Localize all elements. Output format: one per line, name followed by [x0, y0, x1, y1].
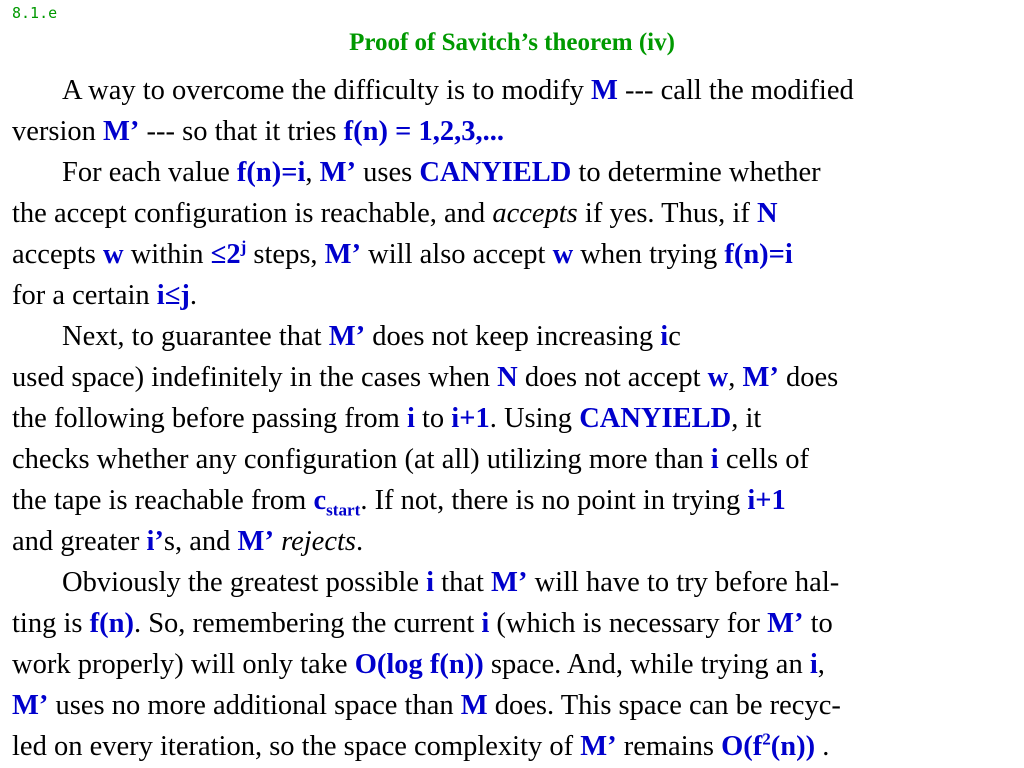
text: uses no more additional space than: [48, 690, 461, 721]
paragraph-2-line-2: [12, 194, 1017, 234]
symbol-m-prime: M’: [103, 116, 140, 147]
text: , it: [731, 403, 762, 434]
symbol-i: i: [406, 403, 415, 434]
text: remains: [616, 731, 722, 762]
paragraph-1-line-1: [62, 71, 1017, 111]
paragraph-3-line-5: [12, 481, 1017, 521]
paragraph-4-line-4: [12, 686, 1017, 726]
text: .: [355, 526, 364, 557]
symbol-c-start: [313, 485, 361, 520]
accepts-term: accepts: [492, 198, 578, 229]
paragraph-4-line-3: [12, 645, 1017, 685]
paragraph-2-line-1: [62, 153, 1017, 193]
text: s, and: [163, 526, 238, 557]
symbol-m-prime: M’: [491, 567, 528, 598]
superscript-2: 2: [762, 729, 771, 749]
text: .: [189, 280, 197, 311]
text: ,: [817, 649, 825, 680]
text: ,: [728, 362, 736, 393]
text: O(f: [721, 731, 763, 762]
slide-number: 8.1.e: [12, 4, 58, 22]
symbol-n: N: [756, 198, 778, 229]
text: space. And, while trying an: [483, 649, 810, 680]
formula-le-2-power-j: [211, 239, 247, 270]
paragraph-4-line-5: [12, 727, 1017, 767]
text: --- call the modified: [617, 75, 854, 106]
text: will have to try before hal-: [527, 567, 840, 598]
symbol-i: i: [481, 608, 490, 639]
text: does not accept: [517, 362, 708, 393]
formula-i-le-j: i≤j: [156, 280, 190, 311]
text: c: [313, 485, 327, 516]
canyield-term: CANYIELD: [419, 157, 572, 188]
symbol-w: w: [102, 239, 124, 270]
canyield-term: CANYIELD: [579, 403, 732, 434]
text: does. This space can be recyc-: [487, 690, 841, 721]
text: checks whether any configuration (at all) utilizing more than: [12, 444, 711, 475]
paragraph-3-line-2: [12, 358, 1017, 398]
text: accepts: [12, 239, 103, 270]
text: .: [815, 731, 830, 762]
symbol-m-prime: M’: [319, 157, 357, 188]
formula-fn: f(n): [89, 608, 134, 639]
formula-o-f-squared: [721, 731, 815, 762]
symbol-i: i: [710, 444, 719, 475]
superscript-j: j: [240, 237, 247, 257]
text: within: [123, 239, 211, 270]
paragraph-3-line-4: [12, 440, 1017, 480]
paragraph-2-line-4: [12, 276, 1017, 316]
symbol-i-prime: i’: [146, 526, 164, 557]
symbol-w: w: [552, 239, 574, 270]
text: (n)): [770, 731, 816, 762]
text: --- so that it tries: [139, 116, 344, 147]
text: that: [434, 567, 492, 598]
symbol-m-prime: M’: [742, 362, 779, 393]
subscript-start: start: [326, 500, 361, 520]
text: to: [803, 608, 833, 639]
symbol-m-prime: M’: [237, 526, 274, 557]
slide-title: Proof of Savitch’s theorem (iv): [349, 29, 675, 56]
paragraph-4-line-1: [62, 563, 1017, 603]
text: to: [414, 403, 452, 434]
symbol-m-prime: M’: [12, 690, 49, 721]
symbol-i: i: [660, 321, 669, 352]
paragraph-3-line-1: [62, 317, 1017, 357]
text: does not keep increasing: [365, 321, 661, 352]
text: Obviously the greatest possible: [62, 567, 427, 598]
text: steps,: [246, 239, 325, 270]
symbol-w: w: [707, 362, 729, 393]
text: . Using: [489, 403, 580, 434]
text: ≤2: [210, 239, 241, 270]
text: . So, remembering the current: [133, 608, 482, 639]
text: used space) indefinitely in the cases when: [12, 362, 498, 393]
rejects-term: rejects: [281, 526, 356, 557]
text: . If not, there is no point in trying: [360, 485, 748, 516]
symbol-i-plus-1: i+1: [451, 403, 490, 434]
symbol-m: M: [460, 690, 488, 721]
text: For each value: [62, 157, 237, 188]
text: (which is necessary for: [489, 608, 768, 639]
paragraph-3-line-6: [12, 522, 1017, 562]
formula-fn-eq-i: f(n)=i: [236, 157, 306, 188]
symbol-m-prime: M’: [767, 608, 804, 639]
text: A way to overcome the difficulty is to modify: [62, 75, 592, 106]
text: Next, to guarantee that: [62, 321, 329, 352]
formula-fn-eq-i: f(n)=i: [724, 239, 793, 270]
symbol-m-prime: M’: [580, 731, 617, 762]
text: led on every iteration, so the space complexity of: [12, 731, 581, 762]
symbol-m-prime: M’: [324, 239, 362, 270]
text: for a certain: [12, 280, 157, 311]
text: the accept configuration is reachable, and: [12, 198, 493, 229]
paragraph-1-line-2: [12, 112, 1017, 152]
paragraph-3-line-3: [12, 399, 1017, 439]
symbol-i: i: [809, 649, 818, 680]
text: version: [12, 116, 104, 147]
text: does: [778, 362, 839, 393]
symbol-i-plus-1: i+1: [747, 485, 786, 516]
paragraph-2-line-3: [12, 235, 1017, 275]
symbol-i: i: [426, 567, 435, 598]
text: and greater: [12, 526, 147, 557]
paragraph-4-line-2: [12, 604, 1017, 644]
text: ting is: [12, 608, 90, 639]
text: c: [668, 321, 681, 352]
symbol-m: M: [591, 75, 618, 106]
formula-o-log-fn: O(log f(n)): [354, 649, 484, 680]
text: cells of: [718, 444, 809, 475]
text: to determine whether: [571, 157, 821, 188]
text: ,: [305, 157, 320, 188]
text: the following before passing from: [12, 403, 407, 434]
formula-f-sequence: f(n) = 1,2,3,...: [343, 116, 504, 147]
text: uses: [356, 157, 420, 188]
text: if yes. Thus, if: [577, 198, 757, 229]
text: work properly) will only take: [12, 649, 355, 680]
symbol-m-prime: M’: [328, 321, 366, 352]
text: when trying: [573, 239, 725, 270]
symbol-n: N: [497, 362, 518, 393]
text: the tape is reachable from: [12, 485, 314, 516]
text: will also accept: [361, 239, 553, 270]
